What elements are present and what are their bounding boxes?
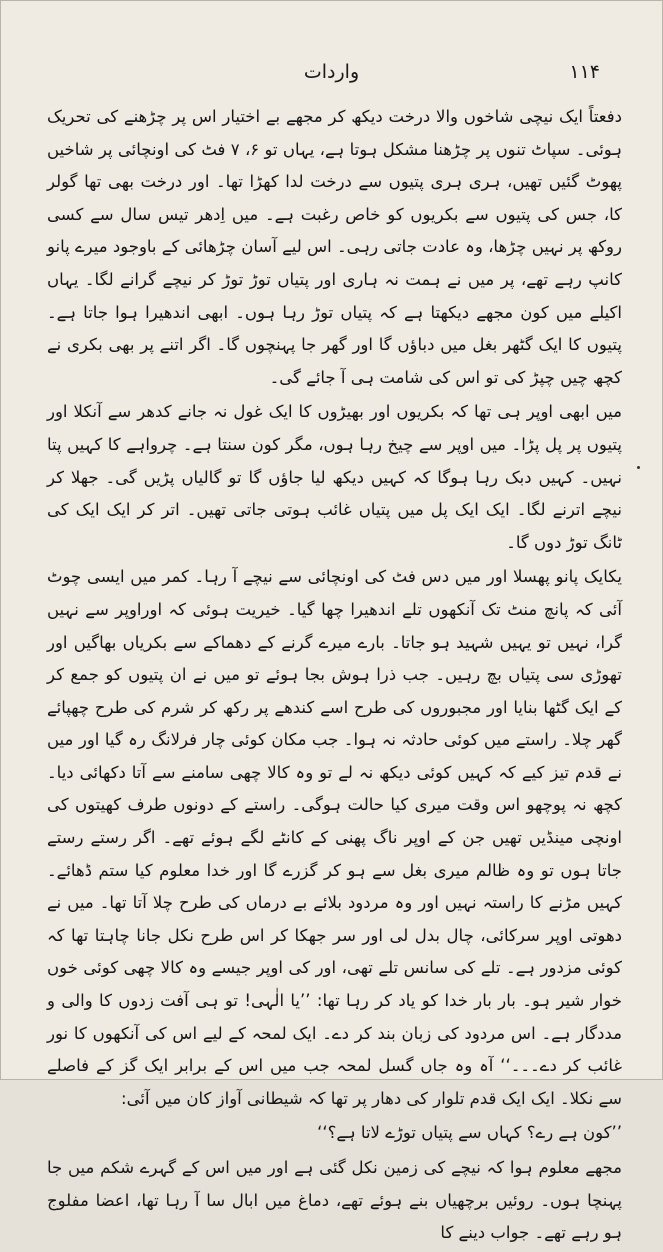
paragraph: میں ابھی اوپر ہی تھا کہ بکریوں اور بھیڑوں کا ایک غول نہ جانے کدھر سے آنکلا اور پتیوں پر پل پڑا۔ میں اوپر سے چیخ رہا ہوں، مگر کون سنتا ہے۔ چرواہے کا کہیں پتا نہیں۔ کہیں دبک رہا ہوگا کہ کہیں دیکھ لیا جاؤں گا تو گالیاں پڑیں گی۔ جھلا کر نیچے اترنے لگا۔ ایک ایک پل میں پتیاں غائب ہوتی جاتی تھیں۔ اتر کر ایک ایک کی ٹانگ توڑ دوں گا۔	[47, 402, 622, 552]
page-number: ۱۱۴	[569, 61, 600, 83]
paragraph: مجھے معلوم ہوا کہ نیچے کی زمین نکل گئی ہے اور میں اس کے گہرے شکم میں جا پہنچا ہوں۔ روئیں برچھیاں بنے ہوئے تھے، دماغ میں ابال سا آ رہا تھا، اعضا مفلوج ہو رہے تھے۔ جواب دینے کا	[47, 1158, 622, 1243]
ink-dot	[637, 466, 640, 469]
running-head: واردات	[303, 61, 360, 83]
body-text	[47, 101, 622, 1252]
page-header	[1, 61, 662, 91]
paragraph: یکایک پانو پھسلا اور میں دس فٹ کی اونچائی سے نیچے آ رہا۔ کمر میں ایسی چوٹ آئی کہ پانچ منٹ تک آنکھوں تلے اندھیرا چھا گیا۔ خیریت ہوئی کہ اوراوپر سے نہیں گرا، نہیں تو یہیں شہید ہو جاتا۔ بارے میرے گرنے کے دھماکے سے بکریاں بھاگیں اور تھوڑی سی پتیاں بچ رہیں۔ جب ذرا ہوش بجا ہوئے تو میں نے ان پتیوں کو جمع کر کے ایک گٹھا بنایا اور مجبوروں کی طرح اسے کندھے پر رکھ کر شرم کی طرح چھپائے گھر چلا۔ راستے میں کوئی حادثہ نہ ہوا۔ جب مکان کوئی چار فرلانگ رہ گیا اور میں نے قدم تیز کیے کہ کہیں کوئی دیکھ نہ لے تو وہ کالا چھی سامنے سے آتا دکھائی دیا۔ کچھ نہ پوچھو اس وقت میری کیا حالت ہوگی۔ راستے کے دونوں طرف کھیتوں کی اونچی مینڈیں تھیں جن کے اوپر ناگ پھنی کے کانٹے لگے ہوئے تھے۔ اگر رستے رستے جاتا ہوں تو وہ ظالم میری بغل سے ہو کر گزرے گا اور خدا معلوم کیا ستم ڈھائے۔ کہیں مڑنے کا راستہ نہیں اور وہ مردود بلائے بے درماں کی طرح چلا آتا تھا۔ میں نے دھوتی اوپر سرکائی، چال بدل لی اور سر جھکا کر اس طرح نکل جانا چاہتا تھا کہ کوئی مزدور ہے۔ تلے کی سانس تلے تھی، اور کی اوپر جیسے وہ کالا چھی کوئی خوں خوار شیر ہو۔ بار بار خدا کو یاد کر رہا تھا: ’’یا الٰہی! تو ہی آفت زدوں کا والی و مددگار ہے۔ اس مردود کی زبان بند کر دے۔ ایک لمحہ کے لیے اس کی آنکھوں کا نور غائب کر دے۔۔۔‘‘ آہ وہ جاں گسل لمحہ جب میں اس کے برابر ایک گز کے فاصلے سے نکلا۔ ایک ایک قدم تلوار کی دھار پر تھا کہ شیطانی آواز کان میں آئی:	[47, 567, 622, 1108]
dialogue-line: ’’کون ہے رے؟ کہاں سے پتیاں توڑے لاتا ہے؟‘‘	[317, 1123, 622, 1143]
paragraph: دفعتاً ایک نیچی شاخوں والا درخت دیکھ کر مجھے بے اختیار اس پر چڑھنے کی تحریک ہوئی۔ سپاٹ تنوں پر چڑھنا مشکل ہوتا ہے، یہاں تو ۶، ۷ فٹ کی اونچائی پر شاخیں پھوٹ گئیں تھیں، ہری ہری پتیوں سے درخت لدا کھڑا تھا۔ اور درخت بھی تھا گولر کا، جس کی پتیوں سے بکریوں کو خاص رغبت ہے۔ میں اِدھر تیس سال سے کسی روکھ پر نہیں چڑھا، وہ عادت جاتی رہی۔ اس لیے آسان چڑھائی کے باوجود میرے پانو کانپ رہے تھے، پر میں نے ہمت نہ ہاری اور پتیاں توڑ توڑ کر نیچے گرانے لگا۔ یہاں اکیلے میں کون مجھے دیکھتا ہے کہ پتیاں توڑ رہا ہوں۔ ابھی اندھیرا ہوا جاتا ہے۔ پتیوں کا ایک گٹھر بغل میں دباؤں گا اور گھر جا پہنچوں گا۔ اگر اتنے پر بھی بکری نے کچھ چیں چپڑ کی تو اس کی شامت ہی آ جائے گی۔	[47, 107, 622, 387]
